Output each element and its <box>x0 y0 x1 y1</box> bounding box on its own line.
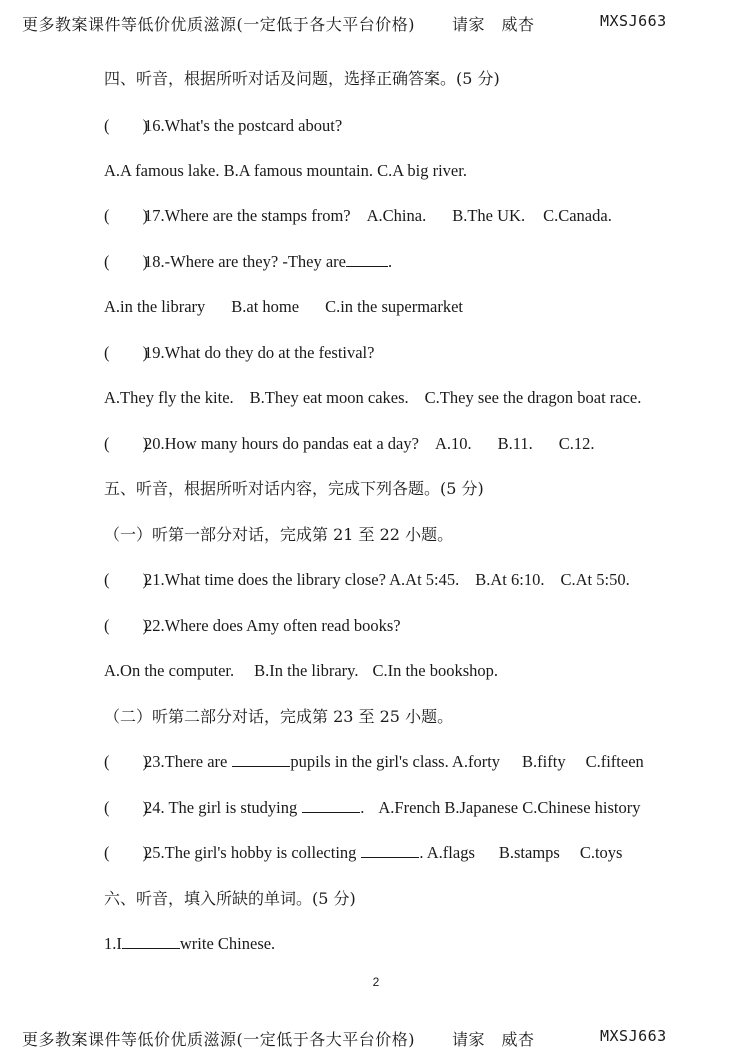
answer-blank: ( ) <box>104 752 148 771</box>
option-a: A.China. <box>366 206 427 225</box>
answer-blank: ( ) <box>104 343 148 362</box>
option-a: A.10. <box>434 434 472 453</box>
section-5-part-2: （二）听第二部分对话，完成第 23 至 25 小题。 <box>104 707 454 726</box>
sentence-end: write Chinese. <box>179 934 276 953</box>
punctuation: . <box>360 798 365 817</box>
option-c: C.Canada. <box>543 206 612 225</box>
question-text: 18.-Where are they? -They are <box>144 252 346 271</box>
option-c: C.fifteen <box>585 752 644 771</box>
options: A.French B.Japanese C.Chinese history <box>378 798 641 817</box>
footer-contact: 请家 威杏 <box>452 1030 535 1049</box>
section-5-title: 五、听音，根据所听对话内容，完成下列各题。(5 分) <box>104 479 484 498</box>
question-text: 16.What's the postcard about? <box>144 116 343 135</box>
footer-text: 更多教案课件等低价优质滋源(一定低于各大平台价格) <box>22 1030 415 1049</box>
question-text: 22.Where does Amy often read books? <box>144 616 401 635</box>
header-contact: 请家 威杏 <box>452 15 535 34</box>
answer-blank: ( ) <box>104 616 148 635</box>
question-text: 23.There are <box>144 752 228 771</box>
answer-blank: ( ) <box>104 798 148 817</box>
question-19-options <box>104 387 641 409</box>
page-footer <box>22 1027 722 1053</box>
option-a: A.in the library <box>104 297 206 316</box>
question-25 <box>104 842 622 864</box>
question-text: 19.What do they do at the festival? <box>144 343 375 362</box>
answer-blank: ( ) <box>104 434 148 453</box>
question-17 <box>104 205 612 227</box>
question-24 <box>104 797 641 819</box>
option-c: C.They see the dragon boat race. <box>424 388 642 407</box>
question-text: 20.How many hours do pandas eat a day? <box>144 434 419 453</box>
fill-blank <box>346 252 388 267</box>
question-text: 17.Where are the stamps from? <box>144 206 351 225</box>
answer-blank: ( ) <box>104 116 148 135</box>
question-16 <box>104 115 342 137</box>
question-text: 24. The girl is studying <box>144 798 298 817</box>
option-c: C.toys <box>579 843 623 862</box>
option-b: B.The UK. <box>452 206 526 225</box>
answer-blank: ( ) <box>104 843 148 862</box>
question-20 <box>104 433 595 455</box>
answer-blank: ( ) <box>104 570 148 589</box>
option-b: B.At 6:10. <box>475 570 545 589</box>
question-23 <box>104 751 644 773</box>
question-19 <box>104 342 374 364</box>
question-text-cont: . A.flags <box>419 843 475 862</box>
section-6-title: 六、听音，填入所缺的单词。(5 分) <box>104 889 356 908</box>
page-header <box>22 12 722 38</box>
fill-blank <box>122 934 180 949</box>
question-18-options <box>104 296 463 318</box>
section-4-title: 四、听音，根据所听对话及问题，选择正确答案。(5 分) <box>104 69 500 88</box>
fill-blank <box>302 798 360 813</box>
question-text: 21.What time does the library close? A.At 5:45. <box>144 570 460 589</box>
option-b: B.They eat moon cakes. <box>249 388 409 407</box>
answer-blank: ( ) <box>104 206 148 225</box>
question-text-cont: pupils in the girl's class. A.forty <box>290 752 501 771</box>
option-c: C.12. <box>558 434 595 453</box>
option-c: C.in the supermarket <box>325 297 464 316</box>
question-18 <box>104 251 392 273</box>
question-text: 25.The girl's hobby is collecting <box>144 843 357 862</box>
page-number: 2 <box>372 975 380 989</box>
option-c: C.In the bookshop. <box>372 661 499 680</box>
header-text: 更多教案课件等低价优质滋源(一定低于各大平台价格) <box>22 15 415 34</box>
option-c: C.At 5:50. <box>560 570 630 589</box>
question-21 <box>104 569 630 591</box>
option-b: B.fifty <box>522 752 566 771</box>
option-a: A.On the computer. <box>104 661 235 680</box>
fill-blank <box>361 843 419 858</box>
fill-blank <box>232 752 290 767</box>
question-22 <box>104 615 401 637</box>
option-b: B.11. <box>497 434 533 453</box>
question-16-options: A.A famous lake. B.A famous mountain. C.A big river. <box>104 161 467 180</box>
question-22-options <box>104 660 498 682</box>
sentence-start: 1.I <box>104 934 122 953</box>
fill-in-1 <box>104 933 275 955</box>
punctuation: . <box>388 252 393 271</box>
footer-code: MXSJ663 <box>600 1027 667 1045</box>
answer-blank: ( ) <box>104 252 148 271</box>
option-b: B.stamps <box>498 843 560 862</box>
header-code: MXSJ663 <box>600 12 667 30</box>
option-b: B.at home <box>231 297 300 316</box>
section-5-part-1: （一）听第一部分对话，完成第 21 至 22 小题。 <box>104 525 454 544</box>
option-b: B.In the library. <box>254 661 359 680</box>
option-a: A.They fly the kite. <box>104 388 234 407</box>
